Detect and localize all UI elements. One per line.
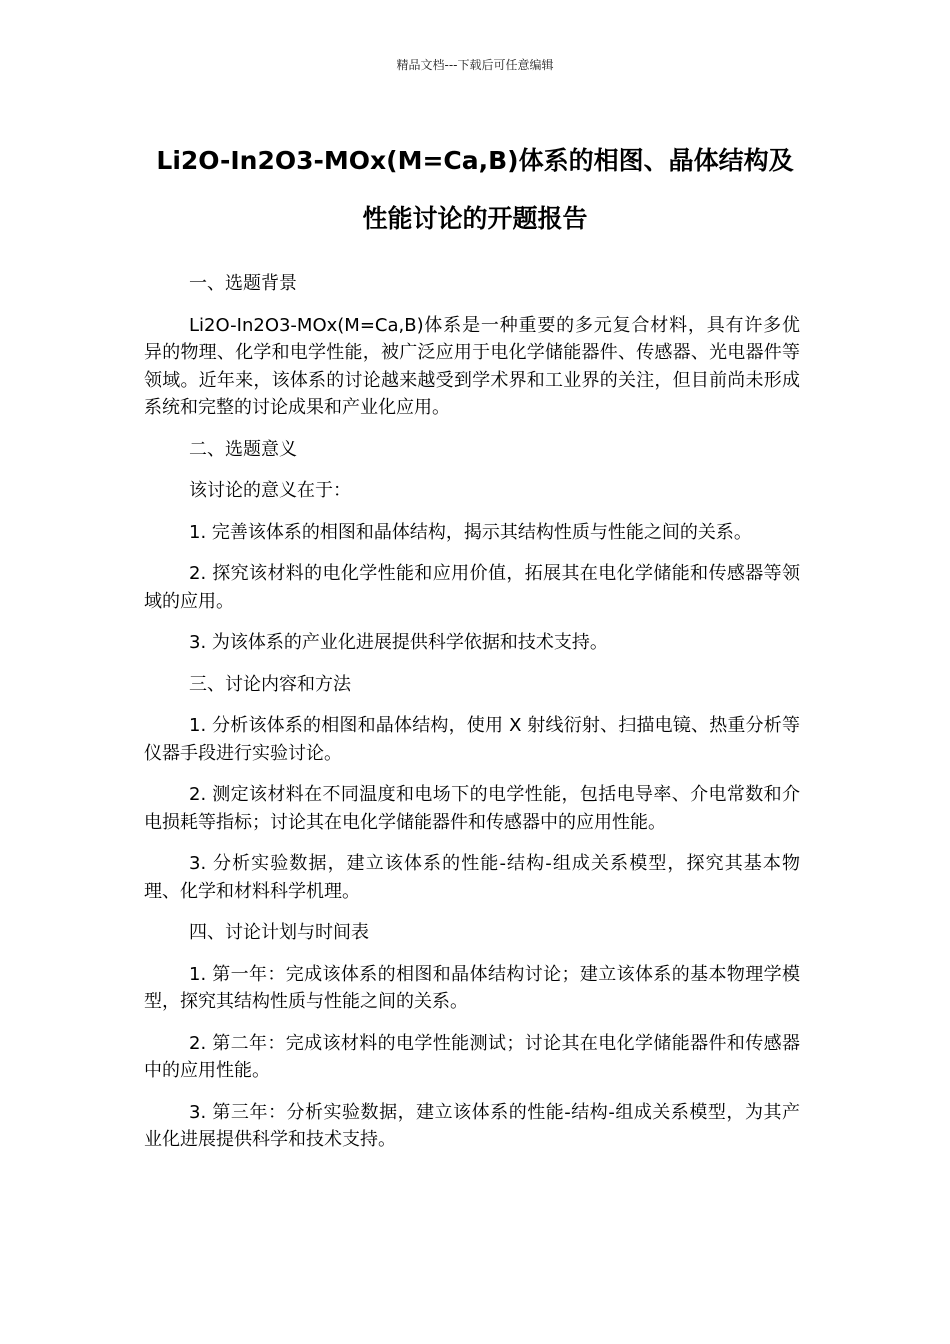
title-line-2: 性能讨论的开题报告 <box>362 204 588 233</box>
section-heading-schedule: 四、讨论计划与时间表 <box>189 922 369 943</box>
list-item-methods-2: 2. 测定该材料在不同温度和电场下的电学性能，包括电导率、介电常数和介电损耗等指标；讨论其在电化学储能器件和传感器中的应用性能。 <box>144 784 800 833</box>
page-header: 精品文档---下载后可任意编辑 <box>396 58 554 72</box>
title-line-1: Li2O-In2O3-MOx(M=Ca,B)体系的相图、晶体结构及 <box>156 146 794 175</box>
section-heading-methods: 三、讨论内容和方法 <box>189 673 351 695</box>
list-item-significance-1: 1. 完善该体系的相图和晶体结构，揭示其结构性质与性能之间的关系。 <box>189 521 752 543</box>
document-title <box>90 132 860 248</box>
paragraph-significance-intro: 该讨论的意义在于： <box>189 480 351 501</box>
section-heading-significance: 二、选题意义 <box>189 438 297 460</box>
list-item-schedule-2: 2. 第二年：完成该材料的电学性能测试；讨论其在电化学储能器件和传感器中的应用性能。 <box>144 1032 800 1081</box>
list-item-schedule-3: 3. 第三年：分析实验数据，建立该体系的性能-结构-组成关系模型，为其产业化进展提供科学和技术支持。 <box>144 1101 800 1150</box>
section-heading-background: 一、选题背景 <box>189 273 297 294</box>
list-item-schedule-1: 1. 第一年：完成该体系的相图和晶体结构讨论；建立该体系的基本物理学模型，探究其结构性质与性能之间的关系。 <box>144 963 800 1012</box>
list-item-methods-3: 3. 分析实验数据，建立该体系的性能-结构-组成关系模型，探究其基本物理、化学和材料科学机理。 <box>144 853 800 902</box>
list-item-significance-2: 2. 探究该材料的电化学性能和应用价值，拓展其在电化学储能和传感器等领域的应用。 <box>144 563 800 612</box>
document-body <box>144 270 800 1168</box>
list-item-significance-3: 3. 为该体系的产业化进展提供科学依据和技术支持。 <box>189 632 608 653</box>
paragraph-background: Li2O-In2O3-MOx(M=Ca,B)体系是一种重要的多元复合材料，具有许多优异的物理、化学和电学性能，被广泛应用于电化学储能器件、传感器、光电器件等领域。近年来，该体系的讨论越来越受到学术界和工业界的关注，但目前尚未形成系统和完整的讨论成果和产业化应用。 <box>144 314 800 418</box>
list-item-methods-1: 1. 分析该体系的相图和晶体结构，使用 X 射线衍射、扫描电镜、热重分析等仪器手段进行实验讨论。 <box>144 715 800 764</box>
